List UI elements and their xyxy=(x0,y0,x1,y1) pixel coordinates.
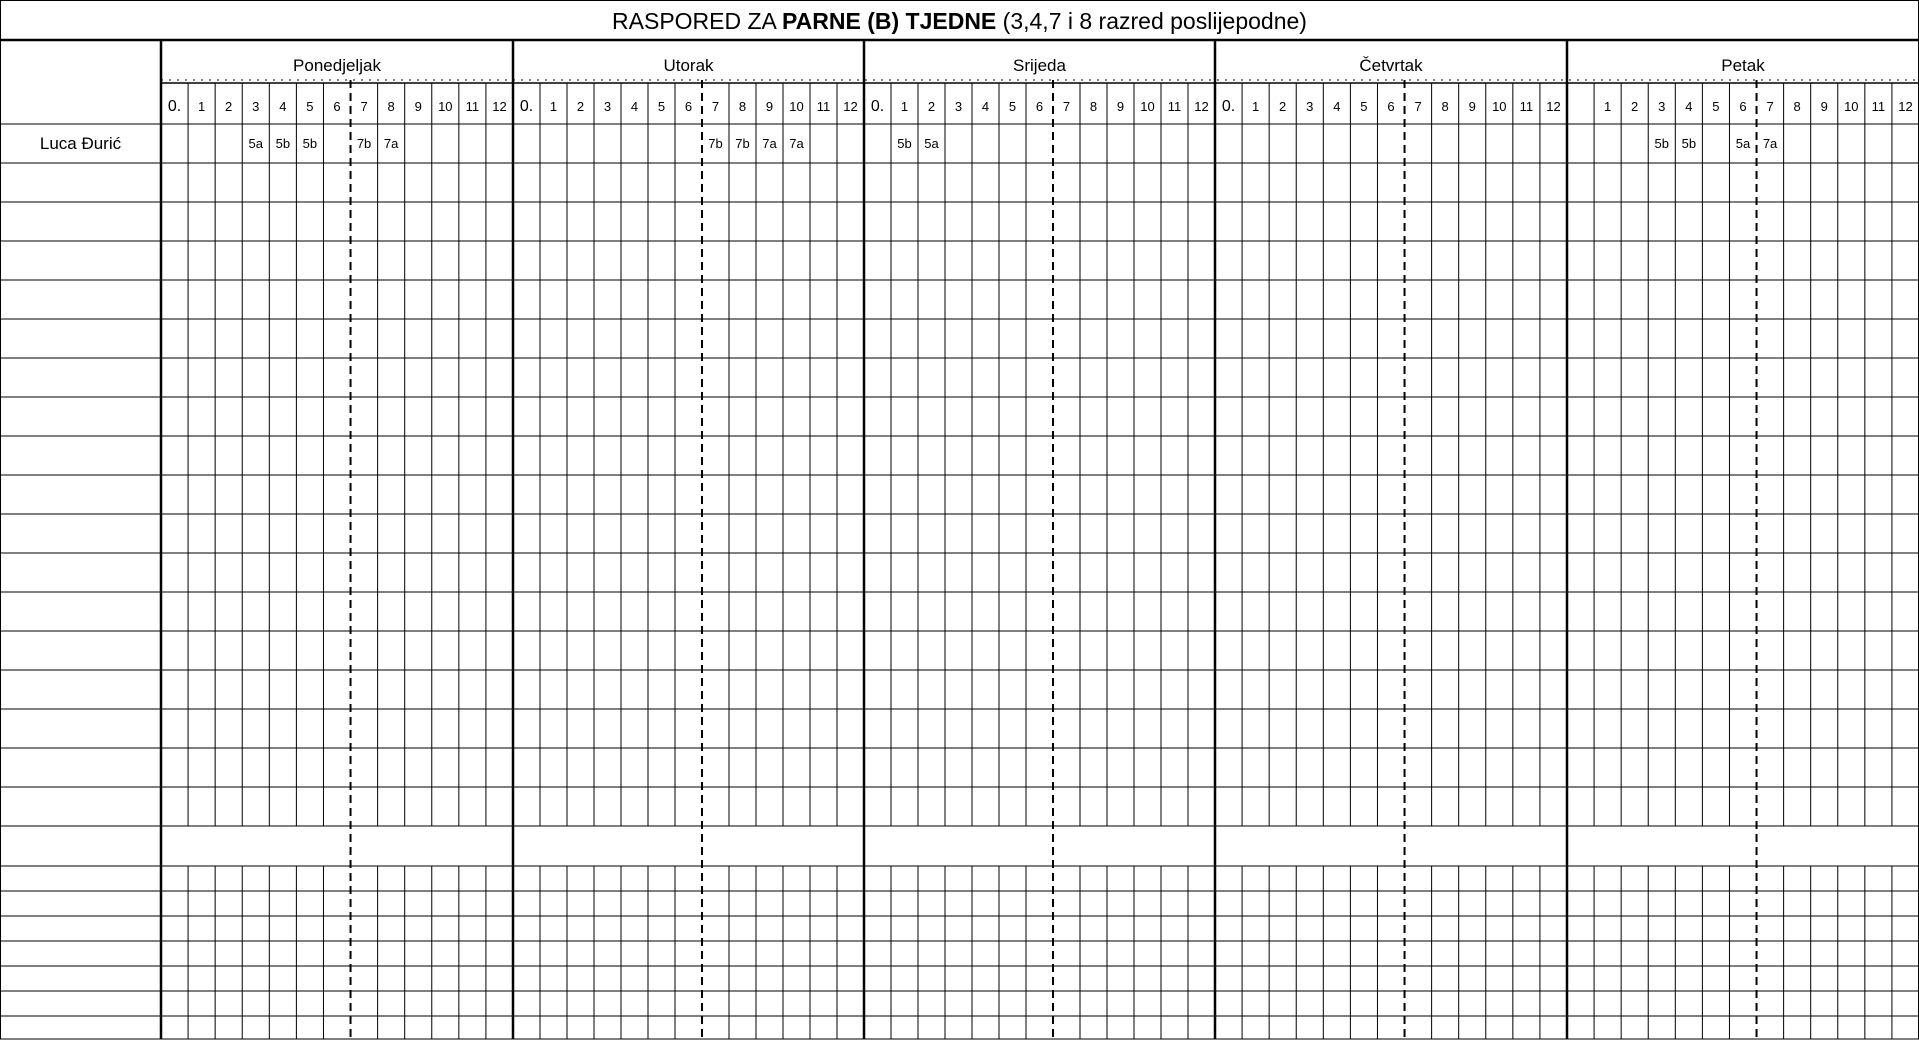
period-number: 3 xyxy=(954,99,963,114)
period-number: 9 xyxy=(414,99,422,114)
period-number: 0. xyxy=(870,98,885,115)
period-number: 12 xyxy=(492,99,507,114)
period-number: 5 xyxy=(306,99,314,114)
period-number: 10 xyxy=(438,99,453,114)
day-header-4: Petak xyxy=(1721,56,1765,75)
schedule-cell: 5b xyxy=(1681,136,1697,151)
schedule-cell: 5b xyxy=(275,136,291,151)
period-number: 2 xyxy=(1631,99,1639,114)
period-number: 6 xyxy=(1387,99,1395,114)
title-bold: PARNE (B) TJEDNE xyxy=(782,8,997,34)
period-number: 1 xyxy=(1603,99,1612,114)
period-number: 12 xyxy=(843,99,858,114)
period-number: 5 xyxy=(1712,99,1720,114)
period-number: 9 xyxy=(765,99,774,114)
day-header-1: Utorak xyxy=(663,56,714,75)
period-number: 12 xyxy=(1898,99,1913,114)
schedule-cell: 5b xyxy=(1654,136,1669,151)
schedule-cell: 5a xyxy=(1735,136,1751,151)
period-number: 12 xyxy=(1194,99,1209,114)
period-number: 8 xyxy=(387,99,395,114)
period-number: 10 xyxy=(1140,99,1155,114)
title-plain: RASPORED ZA xyxy=(612,8,783,34)
period-number: 9 xyxy=(1116,99,1125,114)
period-number: 3 xyxy=(1658,99,1666,114)
period-number: 10 xyxy=(1844,99,1859,114)
period-number: 7 xyxy=(1766,99,1774,114)
period-number: 4 xyxy=(981,99,990,114)
period-number: 5 xyxy=(657,99,666,114)
period-number: 4 xyxy=(630,99,639,114)
schedule-cell: 5a xyxy=(924,136,939,151)
period-number: 1 xyxy=(1251,99,1260,114)
period-number: 2 xyxy=(225,99,233,114)
period-number: 0. xyxy=(1221,98,1236,115)
period-number: 3 xyxy=(252,99,260,114)
period-number: 11 xyxy=(1871,99,1886,114)
period-number: 9 xyxy=(1820,99,1828,114)
period-number: 3 xyxy=(1306,99,1314,114)
schedule-cell: 5b xyxy=(897,136,912,151)
period-number: 11 xyxy=(816,99,831,114)
schedule-cell: 7a xyxy=(1762,136,1778,151)
period-number: 5 xyxy=(1360,99,1368,114)
period-number: 10 xyxy=(789,99,804,114)
schedule-cell: 7b xyxy=(708,136,723,151)
period-number: 4 xyxy=(1333,99,1341,114)
schedule-cell: 5a xyxy=(248,136,263,151)
schedule-title xyxy=(0,0,1919,42)
period-number: 6 xyxy=(1035,99,1044,114)
period-number: 1 xyxy=(197,99,206,114)
period-number: 11 xyxy=(1167,99,1182,114)
period-number: 7 xyxy=(1414,99,1422,114)
schedule-cell: 7b xyxy=(356,136,372,151)
period-number: 11 xyxy=(1519,99,1534,114)
period-number: 8 xyxy=(1441,99,1449,114)
day-header-0: Ponedjeljak xyxy=(293,56,381,75)
teacher-name: Luca Đurić xyxy=(39,134,122,153)
period-number: 8 xyxy=(738,99,747,114)
period-number: 1 xyxy=(549,99,558,114)
period-number: 8 xyxy=(1089,99,1098,114)
period-number: 2 xyxy=(1279,99,1287,114)
period-number: 10 xyxy=(1492,99,1507,114)
period-number: 4 xyxy=(279,99,287,114)
period-number: 9 xyxy=(1468,99,1476,114)
period-number: 5 xyxy=(1008,99,1017,114)
period-number: 12 xyxy=(1546,99,1561,114)
schedule-cell: 7a xyxy=(383,136,399,151)
period-number: 8 xyxy=(1793,99,1801,114)
period-number: 0. xyxy=(519,98,534,115)
title-rest: (3,4,7 i 8 razred poslijepodne) xyxy=(996,8,1307,34)
period-number: 6 xyxy=(1739,99,1747,114)
period-number: 6 xyxy=(684,99,693,114)
period-number: 7 xyxy=(360,99,368,114)
period-number: 7 xyxy=(711,99,720,114)
period-number: 6 xyxy=(333,99,341,114)
day-header-2: Srijeda xyxy=(1013,56,1066,75)
period-number: 11 xyxy=(465,99,480,114)
schedule-cell: 7a xyxy=(789,136,804,151)
period-number: 0. xyxy=(167,98,182,115)
period-number: 3 xyxy=(603,99,612,114)
period-number: 2 xyxy=(927,99,936,114)
period-number: 4 xyxy=(1685,99,1693,114)
period-number: 1 xyxy=(900,99,909,114)
schedule-cell: 7b xyxy=(735,136,750,151)
day-header-3: Četvrtak xyxy=(1359,56,1423,75)
period-number: 7 xyxy=(1062,99,1071,114)
period-number: 2 xyxy=(576,99,585,114)
schedule-cell: 5b xyxy=(302,136,318,151)
schedule-cell: 7a xyxy=(762,136,777,151)
period-number xyxy=(1567,92,1594,122)
